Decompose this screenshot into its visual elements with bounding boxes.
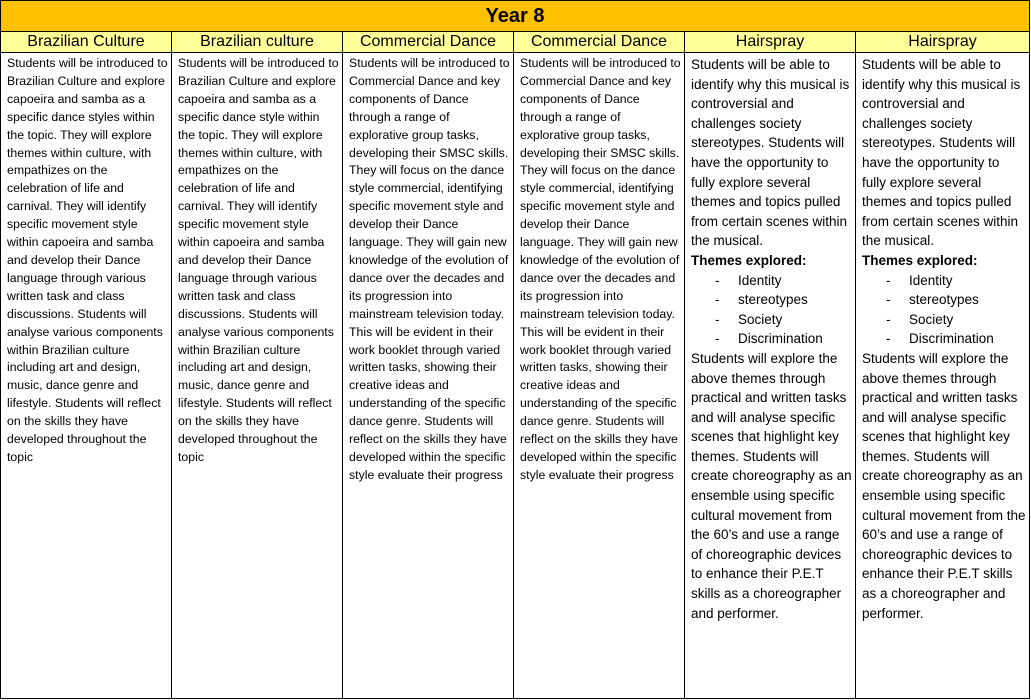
cell-commercial-dance-1 [343,53,514,699]
column-heading-3: Commercial Dance [343,32,514,52]
body-row [1,53,1029,699]
column-heading-6: Hairspray [908,33,977,50]
column-heading-4: Commercial Dance [514,32,685,52]
cell-intro: Students will be able to identify why this musical is controversial and challenges society stereotypes. Students will have the opportunity to fully explore several themes and topics pulled from certain scenes within the musical. [691,57,850,249]
column-heading-2: Brazilian culture [172,32,343,52]
column-heading-1: Brazilian Culture [1,32,172,52]
header-row [1,32,1029,53]
themes-label: Themes explored: [862,252,978,268]
cell-commercial-dance-2 [514,53,685,699]
cell-text: Students will be introduced to Brazilian Culture and explore capoeira and samba as a specific dance styles within the topic. They will explore themes within culture, with empathizes on the celebration of life and carnival. They will identify specific movement style within capoeira and samba and develop their Dance language through various written task and class discussions. Students will analyse various components within Brazilian culture including art and design, music, dance genre and lifestyle. Students will reflect on the skills they have developed throughout the topic [7,56,168,464]
table-title: Year 8 [1,1,1029,32]
cell-brazilian-culture-1 [1,53,172,699]
column-heading-5: Hairspray [685,32,856,52]
cell-outro: Students will explore the above themes through practical and written tasks and will analyse specific scenes that highlight key themes. Students will create choreography as an ensemble using specific cultural movement from the 60’s and use a range of choreographic devices to enhance their P.E.T skills as a choreographer and performer. [862,350,1026,621]
list-item: - stereotypes [862,290,1026,310]
list-item: - Discrimination [862,329,1026,349]
cell-intro: Students will be able to identify why this musical is controversial and challenges society stereotypes. Students will have the opportunity to fully explore several themes and topics pulled from certain scenes within the musical. [862,57,1021,249]
themes-list [862,271,1026,349]
cell-text: Students will be introduced to Brazilian Culture and explore capoeira and samba as a specific dance style within the topic. They will explore themes within culture, with empathizes on the celebration of life and carnival. They will identify specific movement style within capoeira and samba and develop their Dance language through various written task and class discussions. Students will analyse various components within Brazilian culture including art and design, music, dance genre and lifestyle. Students will reflect on the skills they have developed throughout the topic [178,56,339,464]
cell-text: Students will be introduced to Commercial Dance and key components of Dance through a range of explorative group tasks, developing their SMSC skills. They will focus on the dance style commercial, identifying specific movement style and develop their Dance language. They will gain new knowledge of the evolution of dance over the decades and its progression into mainstream television today. This will be evident in their work booklet through varied written tasks, showing their creative ideas and understanding of the specific dance genre. Students will reflect on the skills they have developed within the specific style evaluate their progress [520,56,681,482]
list-item: - Identity [862,271,1026,291]
cell-outro: Students will explore the above themes through practical and written tasks and will analyse specific scenes that highlight key themes. Students will create choreography as an ensemble using specific cultural movement from the 60’s and use a range of choreographic devices to enhance their P.E.T skills as a choreographer and performer. [691,350,852,621]
themes-label: Themes explored: [691,252,807,268]
cell-brazilian-culture-2 [172,53,343,699]
cell-hairspray-2 [856,53,1029,699]
list-item: - Identity [691,271,852,291]
list-item: - stereotypes [691,290,852,310]
list-item: - Discrimination [691,329,852,349]
list-item: - Society [691,310,852,330]
themes-list [691,271,852,349]
cell-hairspray-1 [685,53,856,699]
cell-text: Students will be introduced to Commercial Dance and key components of Dance through a range of explorative group tasks, developing their SMSC skills. They will focus on the dance style commercial, identifying specific movement style and develop their Dance language. They will gain new knowledge of the evolution of dance over the decades and its progression into mainstream television today. This will be evident in their work booklet through varied written tasks, showing their creative ideas and understanding of the specific dance genre. Students will reflect on the skills they have developed within the specific style evaluate their progress [349,56,510,482]
list-item: - Society [862,310,1026,330]
